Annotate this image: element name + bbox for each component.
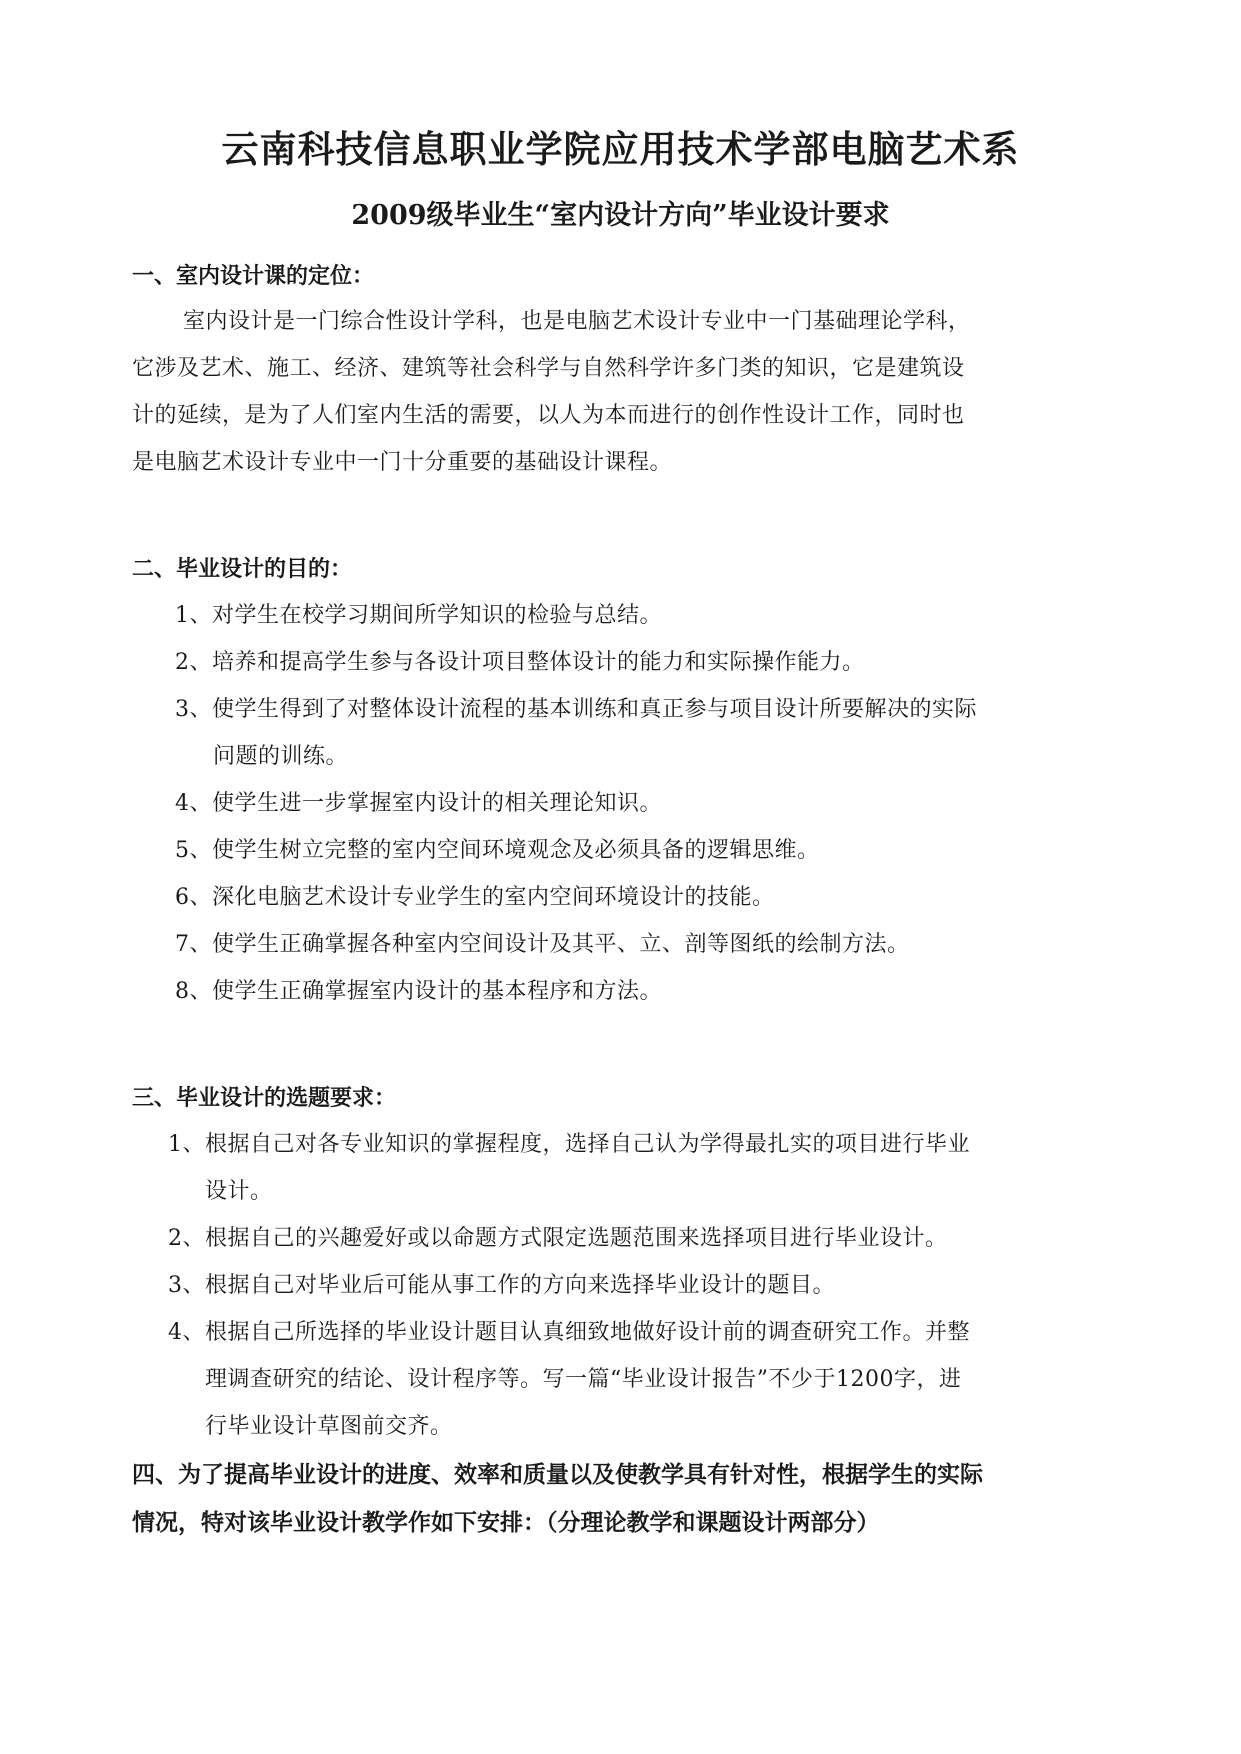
section2-item: 5、使学生树立完整的室内空间环境观念及必须具备的逻辑思维。 bbox=[175, 838, 820, 863]
section2-item: 3、使学生得到了对整体设计流程的基本训练和真正参与项目设计所要解决的实际 bbox=[175, 697, 977, 722]
section2-item-continuation: 问题的训练。 bbox=[213, 744, 349, 769]
section3-item: 4、根据自己所选择的毕业设计题目认真细致地做好设计前的调查研究工作。并整 bbox=[168, 1320, 970, 1345]
section3-item-continuation: 理调查研究的结论、设计程序等。写一篇“毕业设计报告”不少于1200字，进 bbox=[205, 1367, 962, 1392]
section2-item: 6、深化电脑艺术设计专业学生的室内空间环境设计的技能。 bbox=[175, 885, 775, 910]
section1-paragraph-line: 计的延续，是为了人们室内生活的需要，以人为本而进行的创作性设计工作，同时也 bbox=[132, 403, 965, 428]
section2-item: 8、使学生正确掌握室内设计的基本程序和方法。 bbox=[175, 979, 662, 1004]
section3-item: 3、根据自己对毕业后可能从事工作的方向来选择毕业设计的题目。 bbox=[168, 1273, 835, 1298]
document-title: 云南科技信息职业学院应用技术学部电脑艺术系 bbox=[221, 127, 1020, 171]
section2-item: 4、使学生进一步掌握室内设计的相关理论知识。 bbox=[175, 791, 662, 816]
section2-heading: 二、毕业设计的目的： bbox=[132, 556, 353, 582]
section4-heading-line: 四、为了提高毕业设计的进度、效率和质量以及使教学具有针对性，根据学生的实际 bbox=[132, 1461, 983, 1488]
section1-paragraph-line: 室内设计是一门综合性设计学科，也是电脑艺术设计专业中一门基础理论学科， bbox=[183, 309, 971, 334]
document-subtitle: 2009级毕业生“室内设计方向”毕业设计要求 bbox=[351, 200, 890, 231]
section3-item-continuation: 行毕业设计草图前交齐。 bbox=[205, 1414, 453, 1439]
section1-paragraph-line: 是电脑艺术设计专业中一门十分重要的基础设计课程。 bbox=[132, 450, 673, 475]
section2-item: 1、对学生在校学习期间所学知识的检验与总结。 bbox=[175, 603, 662, 628]
section3-heading: 三、毕业设计的选题要求： bbox=[132, 1085, 397, 1111]
section2-item: 7、使学生正确掌握各种室内空间设计及其平、立、剖等图纸的绘制方法。 bbox=[175, 932, 910, 957]
section2-item: 2、培养和提高学生参与各设计项目整体设计的能力和实际操作能力。 bbox=[175, 650, 865, 675]
section1-heading: 一、室内设计课的定位： bbox=[132, 263, 375, 289]
section4-heading-line: 情况，特对该毕业设计教学作如下安排：（分理论教学和课题设计两部分） bbox=[132, 1509, 880, 1536]
section3-item-continuation: 设计。 bbox=[205, 1179, 273, 1204]
section3-item: 1、根据自己对各专业知识的掌握程度，选择自己认为学得最扎实的项目进行毕业 bbox=[168, 1132, 970, 1157]
section3-item: 2、根据自己的兴趣爱好或以命题方式限定选题范围来选择项目进行毕业设计。 bbox=[168, 1226, 948, 1251]
section1-paragraph-line: 它涉及艺术、施工、经济、建筑等社会科学与自然科学许多门类的知识，它是建筑设 bbox=[132, 356, 965, 381]
